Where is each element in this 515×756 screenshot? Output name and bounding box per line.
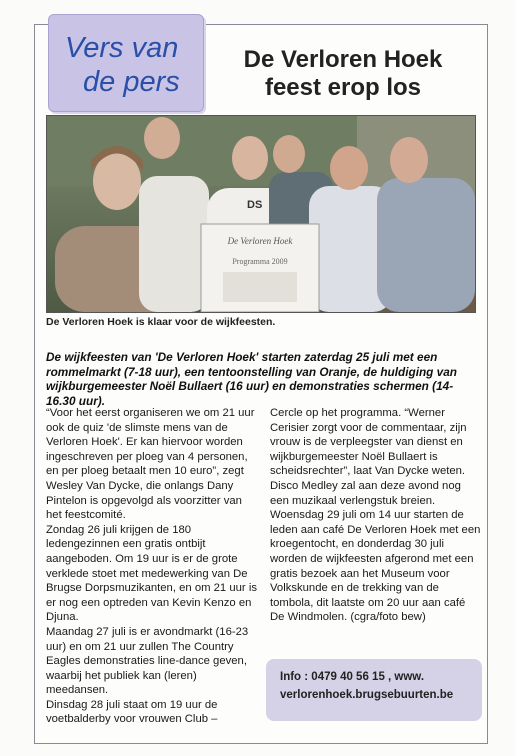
photo-caption: De Verloren Hoek is klaar voor de wijkfeesten.: [46, 316, 276, 328]
headline-line-2: feest erop los: [264, 74, 422, 101]
section-badge: [48, 14, 204, 112]
info-line-2: verlorenhoek.brugsebuurten.be: [280, 689, 454, 701]
badge-line-2: de pers: [83, 66, 180, 98]
group-photo-image: [47, 116, 475, 312]
left-paragraph-2: Zondag 26 juli krijgen de 180 ledengezinnen een gratis ontbijt aangeboden. Om 19 uur is er de grote verklede stoet met medewerking van De Brugse Dorpsmuzikanten, en om 21 uur is er nog een optreden van Kevin Kenzo en Djuna.: [46, 523, 257, 624]
headline-line-1: De Verloren Hoek: [243, 46, 443, 73]
left-paragraph-1: “Voor het eerst organiseren we om 21 uur ook de quiz 'de slimste mens van de Verloren Hoek'. Er kan hiervoor worden ingeschreven per ploeg van 4 personen, en per ploeg betaalt men 10 euro”, zegt Wesley Van Dycke, die onlangs Dany Pintelon is opgevolgd als voorzitter van het feestcomité.: [46, 407, 255, 522]
shirt-text: DS: [247, 199, 263, 211]
program-poster: [201, 224, 319, 312]
right-paragraph-1: Cercle op het programma. “Werner Cerisier zorgt voor de commentaar, zijn vrouw is de verpleegster van dienst en wijkburgemeester Noël Bullaert is scheidsrechter”, laat Van Dycke weten. Disco Medley zal aan deze avond nog een muzikaal verlengstuk breien.: [270, 407, 467, 507]
left-paragraph-3: Maandag 27 juli is er avondmarkt (16-23 uur) en om 21 uur zullen The Country Eagles demonstraties line-dance geven, waarbij het publiek kan (leren) meedansen.: [46, 625, 249, 697]
info-line-1: Info : 0479 40 56 15 , www.: [280, 671, 425, 683]
lead-paragraph: De wijkfeesten van 'De Verloren Hoek' starten zaterdag 25 juli met een rommelmarkt (7-18 uur), een tentoonstelling van Oranje, de huldiging van wijkburgemeester Noël Bullaert (16 uur) en demonstraties schermen (14-16.30 uur).: [46, 350, 457, 408]
badge-line-1: Vers van: [65, 32, 179, 64]
poster-subtitle: Programma 2009: [232, 257, 288, 266]
group-photo: [46, 115, 476, 313]
info-box: [266, 659, 482, 721]
left-paragraph-4: Dinsdag 28 juli staat om 19 uur de voetbalderby voor vrouwen Club –: [46, 698, 218, 726]
poster-title: De Verloren Hoek: [227, 236, 293, 246]
left-column: [46, 406, 258, 727]
right-paragraph-2: Woensdag 29 juli om 14 uur starten de leden aan café De Verloren Hoek met een kroegentocht, en donderdag 30 juli worden de wijkfeesten afgerond met een gratis bezoek aan het Museum voor Volkskunde en de trekking van de tombola, dit laatste om 20 uur aan café De Windmolen. (cgra/foto bew): [270, 509, 481, 624]
right-column: [270, 406, 482, 625]
